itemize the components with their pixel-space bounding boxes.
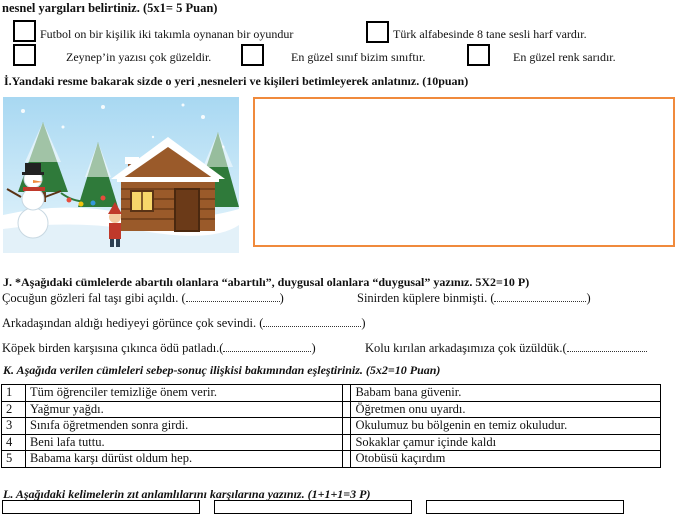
section-i-heading: İ.Yandaki resme bakarak sizde o yeri ,nesneleri ve kişileri betimleyerek anlatınız. (10puan): [4, 74, 469, 88]
answer-checkbox-2[interactable]: [366, 21, 389, 43]
sentence-4: [2, 342, 316, 355]
answer-checkbox-3[interactable]: [13, 44, 36, 66]
sentence-2: [357, 292, 591, 305]
effect-cell: Sokaklar çamur içinde kaldı: [351, 434, 661, 451]
statement-5: En güzel renk sarıdır.: [513, 50, 616, 64]
answer-blank-2[interactable]: [494, 301, 586, 302]
description-answer-box[interactable]: [253, 97, 675, 247]
answer-checkbox-4[interactable]: [241, 44, 264, 66]
cause-effect-table: [1, 384, 661, 468]
answer-blank-4[interactable]: [223, 351, 311, 352]
table-row: [2, 418, 661, 435]
cause-cell: Sınıfa öğretmenden sonra girdi.: [25, 418, 343, 435]
answer-blank-5[interactable]: [567, 351, 647, 352]
row-number: 5: [2, 451, 26, 468]
cause-cell: Babama karşı dürüst oldum hep.: [25, 451, 343, 468]
close-paren: ): [586, 291, 591, 305]
antonym-box-2[interactable]: [214, 500, 412, 514]
cause-cell: Beni lafa tuttu.: [25, 434, 343, 451]
section-h-heading: nesnel yargıları belirtiniz. (5x1= 5 Puan): [2, 1, 218, 15]
row-number: 3: [2, 418, 26, 435]
section-l-heading: L. Aşağıdaki kelimelerin zıt anlamlılarını karşılarına yazınız. (1+1+1=3 P): [3, 487, 371, 501]
table-row: [2, 385, 661, 402]
cause-cell: Tüm öğrenciler temizliğe önem verir.: [25, 385, 343, 402]
antonym-box-3[interactable]: [426, 500, 624, 514]
sentence-2-text: Sinirden küplere binmişti. (: [357, 291, 495, 305]
statement-2: Türk alfabesinde 8 tane sesli harf vardır.: [393, 27, 587, 41]
winter-cabin-illustration: [3, 97, 239, 253]
sentence-5-text: Kolu kırılan arkadaşımıza çok üzüldük.(: [365, 341, 567, 355]
effect-cell: Öğretmen onu uyardı.: [351, 401, 661, 418]
sentence-3-text: Arkadaşından aldığı hediyeyi görünce çok sevindi. (: [2, 316, 264, 330]
section-k-heading: K. Aşağıda verilen cümleleri sebep-sonuç ilişkisi bakımından eşleştiriniz. (5x2=10 Puan): [3, 363, 441, 377]
sentence-5: [365, 342, 647, 355]
match-cell[interactable]: [343, 418, 351, 435]
row-number: 4: [2, 434, 26, 451]
match-cell[interactable]: [343, 434, 351, 451]
table-row: [2, 434, 661, 451]
match-cell[interactable]: [343, 451, 351, 468]
sentence-1-text: Çocuğun gözleri fal taşı gibi açıldı. (: [2, 291, 186, 305]
answer-blank-3[interactable]: [263, 326, 361, 327]
match-cell[interactable]: [343, 385, 351, 402]
close-paren: ): [279, 291, 284, 305]
sentence-4-text: Köpek birden karşısına çıkınca ödü patladı.(: [2, 341, 224, 355]
statement-3: Zeynep’in yazısı çok güzeldir.: [66, 50, 212, 64]
answer-checkbox-1[interactable]: [13, 20, 36, 42]
sentence-1: [2, 292, 284, 305]
statement-4: En güzel sınıf bizim sınıftır.: [291, 50, 426, 64]
table-row: [2, 401, 661, 418]
antonym-box-1[interactable]: [2, 500, 200, 514]
answer-checkbox-5[interactable]: [467, 44, 490, 66]
sentence-3: [2, 317, 366, 330]
effect-cell: Otobüsü kaçırdım: [351, 451, 661, 468]
cause-cell: Yağmur yağdı.: [25, 401, 343, 418]
statement-1: Futbol on bir kişilik iki takımla oynanan bir oyundur: [40, 27, 294, 41]
close-paren: ): [361, 316, 366, 330]
row-number: 2: [2, 401, 26, 418]
table-row: [2, 451, 661, 468]
effect-cell: Babam bana güvenir.: [351, 385, 661, 402]
row-number: 1: [2, 385, 26, 402]
section-j-heading: J. *Aşağıdaki cümlelerde abartılı olanlara “abartılı”, duygusal olanlara “duygusal” yazınız. 5X2=10 P): [3, 275, 530, 289]
effect-cell: Okulumuz bu bölgenin en temiz okuludur.: [351, 418, 661, 435]
close-paren: ): [311, 341, 316, 355]
answer-blank-1[interactable]: [186, 301, 280, 302]
match-cell[interactable]: [343, 401, 351, 418]
